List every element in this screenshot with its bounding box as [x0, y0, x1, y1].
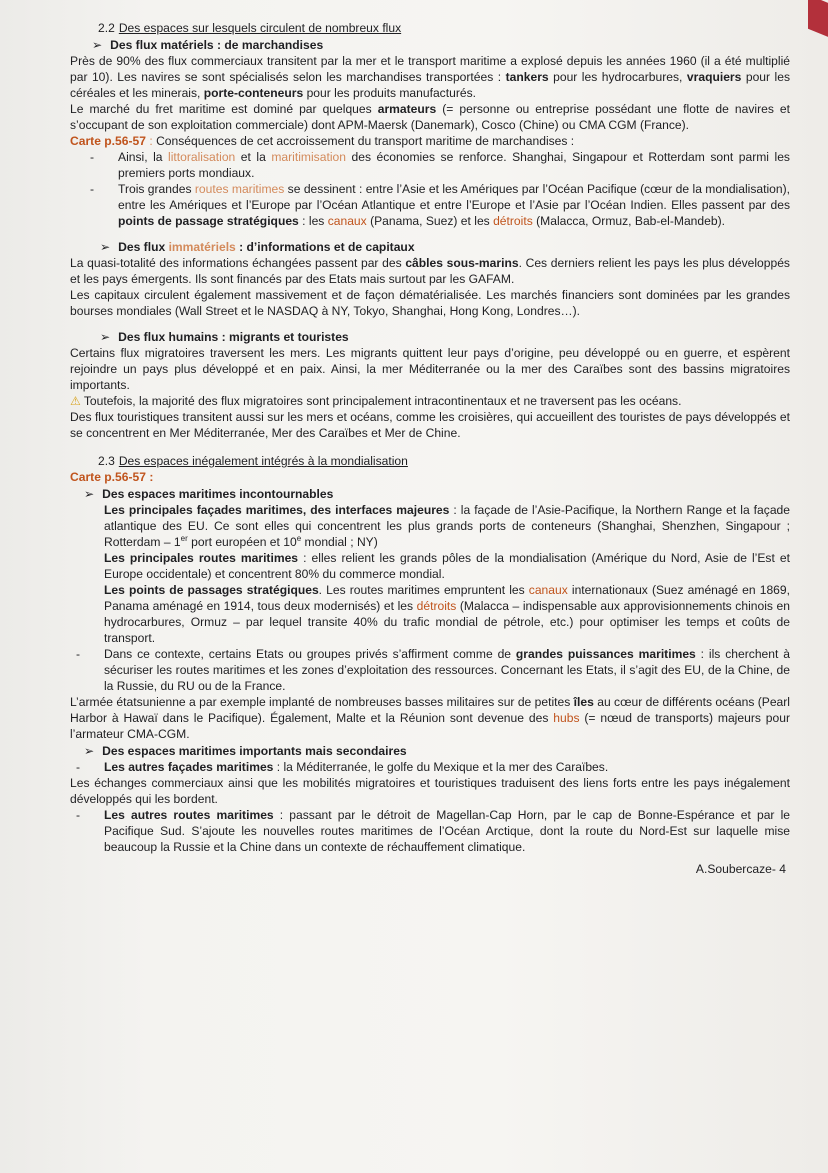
puissances-list	[70, 646, 790, 694]
secondaires-list-1	[70, 759, 790, 775]
arrow-bullet-icon: ➢	[84, 487, 95, 501]
page-footer: A.Soubercaze- 4	[695, 862, 786, 876]
section-heading-2-3	[98, 453, 790, 469]
subheading-espaces-secondaires	[84, 743, 790, 759]
list-item: - Ainsi, la littoralisation et la maritimisation des économies se renforce. Shanghai, Singapour et Rotterdam sont parmi les premiers ports mondiaux.	[118, 149, 790, 181]
section-title: Des espaces inégalement intégrés à la mondialisation	[118, 454, 408, 468]
paragraph-echanges: Les échanges commerciaux ainsi que les mobilités migratoires et touristiques traduisent des liens forts entre les pays inégalement développés qui les bordent.	[70, 776, 790, 806]
subheading-text: Des espaces maritimes incontournables	[102, 487, 334, 501]
list-item: - Les autres façades maritimes : la Méditerranée, le golfe du Mexique et la mer des Caraïbes.	[104, 759, 790, 775]
corner-tab	[808, 0, 828, 39]
subheading-flux-immateriels: ➢ Des flux immatériels : d’informations et de capitaux	[100, 240, 415, 254]
carte-reference: Carte p.56-57 :	[70, 470, 154, 484]
subheading-flux-humains	[100, 329, 790, 345]
section-number: 2.2	[98, 21, 115, 35]
carte-reference: Carte p.56-57	[70, 134, 146, 148]
section-heading-2-2	[98, 20, 790, 36]
paragraph-touristes: Des flux touristiques transitent aussi sur les mers et océans, comme les croisières, qui accueillent des touristes de pays développés et se concentrent en Mer Méditerranée, Mer des Caraïbes et Mer de Chine.	[70, 410, 790, 440]
section-title: Des espaces sur lesquels circulent de nombreux flux	[118, 21, 402, 35]
list-item: - Les autres routes maritimes : passant par le détroit de Magellan-Cap Horn, par le cap de Bonne-Espérance et par le Pacifique Sud. S’ajoute les nouvelles routes maritimes de l’Océan Arctique, dont la route du Nord-Est sur laquelle mise beaucoup la Russie et la Chine dans un contexte de réchauffement climatique.	[104, 807, 790, 855]
page-content	[70, 18, 790, 877]
paragraph-armee: L’armée étatsunienne a par exemple implanté de nombreuses basses militaires sur de petites îles au cœur de différents océans (Pearl Harbor à Hawaï dans le Pacifique). Également, Malte et la Réunion sont devenue des hubs (= nœud de transports) majeurs pour l’armateur CMA-CGM.	[70, 695, 790, 741]
paragraph-migrants: Certains flux migratoires traversent les mers. Les migrants quittent leur pays d’origine, peu développé ou en guerre, et espèrent rejoindre un pays plus développé et en paix. Ainsi, la mer Méditerranée ou la mer des Caraïbes sont des bassins migratoires importants.	[70, 346, 790, 392]
carte-line-1: Carte p.56-57 : Conséquences de cet accroissement du transport maritime de marchandises :	[70, 134, 575, 148]
item-routes: Les principales routes maritimes : elles relient les grands pôles de la mondialisation (Amérique du Nord, Asie de l’Est et Europe occidentale) et concentrent 80% du commerce mondial.	[104, 551, 791, 581]
item-facades: Les principales façades maritimes, des interfaces majeures : la façade de l’Asie-Pacifique, la Northern Range et la façade atlantique des EU. Ce sont elles qui concentrent les plus grands ports de conteneurs (Shanghai, Shenzhen, Singapour ; Rotterdam – 1er port européen et 10e mondial ; NY)	[104, 503, 790, 549]
paragraph-capitaux: Les capitaux circulent également massivement et de façon dématérialisée. Les marchés financiers sont dominées par les grandes bourses mondiales (Wall Street et le NASDAQ à NY, Tokyo, Shanghai, Hong Kong, Londres…).	[70, 288, 790, 318]
section-number: 2.3	[98, 454, 115, 468]
arrow-bullet-icon: ➢	[100, 330, 111, 344]
arrow-bullet-icon: ➢	[100, 240, 111, 254]
list-item: - Trois grandes routes maritimes se dessinent : entre l’Asie et les Amériques par l’Océan Pacifique (cœur de la mondialisation), entre les Amériques et l’Europe par l’Océan Atlantique et entre l’Europe et l’Asie par l’Océan Indien. Elles passent par des points de passage stratégiques : les canaux (Panama, Suez) et les détroits (Malacca, Ormuz, Bab-el-Mandeb).	[118, 181, 790, 229]
subheading-text: Des espaces maritimes importants mais secondaires	[102, 744, 407, 758]
subheading-text: Des flux matériels : de marchandises	[110, 38, 324, 52]
secondaires-list-2	[70, 807, 790, 855]
subheading-espaces-incontournables	[84, 486, 790, 502]
arrow-bullet-icon: ➢	[84, 744, 95, 758]
item-points-passage: Les points de passages stratégiques. Les routes maritimes empruntent les canaux internationaux (Suez aménagé en 1869, Panama aménagé en 1914, tous deux modernisés) et les détroits (Malacca – indispensable aux approvisionnements chinois en hydrocarbures, Ormuz – par lequel transite 40% du trafic mondial de pétrole, etc.) pour optimiser les temps et coûts de transport.	[104, 583, 790, 645]
consequences-list	[70, 149, 790, 229]
paragraph-flux-commerciaux: Près de 90% des flux commerciaux transitent par la mer et le transport maritime a explosé depuis les années 1960 (il a été multiplié par 10). Les navires se sont spécialisés selon les marchandises transportées : tankers pour les hydrocarbures, vraquiers pour les céréales et les minerais, porte-conteneurs pour les produits manufacturés.	[70, 54, 790, 100]
subheading-flux-materiels	[92, 37, 790, 53]
paragraph-cables: La quasi-totalité des informations échangées passent par des câbles sous-marins. Ces derniers relient les pays les plus développés et les pays émergents. Ils sont financés par des Etats mais surtout par les GAFAM.	[70, 256, 790, 286]
paragraph-warning: ⚠ Toutefois, la majorité des flux migratoires sont principalement intracontinentaux et ne traversent pas les océans.	[70, 394, 682, 408]
paragraph-fret-maritime: Le marché du fret maritime est dominé par quelques armateurs (= personne ou entreprise possédant une flotte de navires et s’occupant de son exploitation commerciale) dont APM-Maersk (Danemark), Cosco (Chine) ou CMA CGM (France).	[70, 102, 791, 132]
arrow-bullet-icon: ➢	[92, 38, 103, 52]
subheading-text: Des flux humains : migrants et touristes	[118, 330, 349, 344]
list-item: - Dans ce contexte, certains Etats ou groupes privés s’affirment comme de grandes puissances maritimes : ils cherchent à sécuriser les routes maritimes et les zones d’exploitation des ressources. Concernant les Etats, il s’agit des EU, de la Chine, de la Russie, du RU ou de la France.	[104, 646, 790, 694]
warning-icon: ⚠	[70, 394, 81, 408]
